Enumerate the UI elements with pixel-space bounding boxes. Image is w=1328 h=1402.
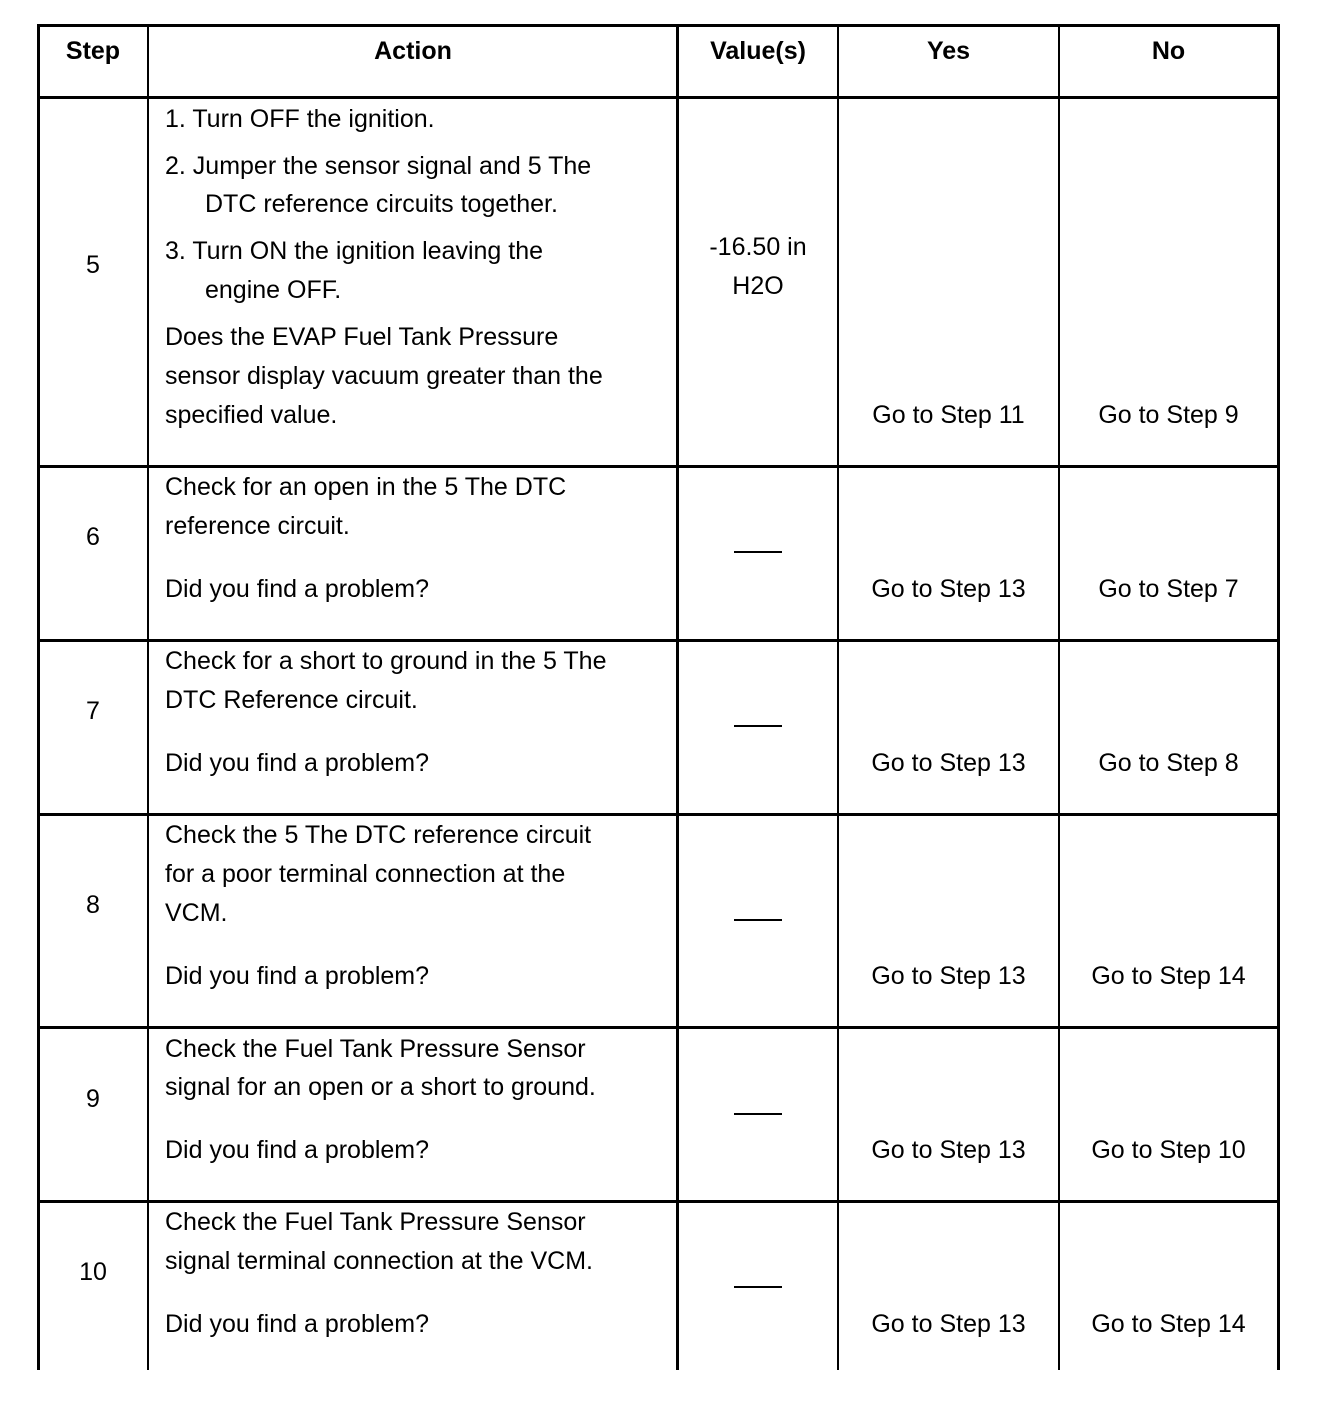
action-line: 3. Turn ON the ignition leaving the xyxy=(165,237,544,265)
yes-target: Go to Step 13 xyxy=(871,749,1026,777)
no-target: Go to Step 10 xyxy=(1091,1136,1246,1164)
value-dash xyxy=(734,919,782,921)
action-line: 1. Turn OFF the ignition. xyxy=(165,105,435,133)
row-divider xyxy=(37,96,1280,99)
action-line: Check for an open in the 5 The DTC xyxy=(165,473,567,501)
step-number: 9 xyxy=(86,1085,100,1113)
action-line: Check the 5 The DTC reference circuit xyxy=(165,821,592,849)
row-divider xyxy=(37,1026,1280,1029)
action-line: reference circuit. xyxy=(165,512,350,540)
step-number: 7 xyxy=(86,697,100,725)
value-dash xyxy=(734,1286,782,1288)
value-dash xyxy=(734,551,782,553)
yes-target: Go to Step 13 xyxy=(871,575,1026,603)
action-line: engine OFF. xyxy=(205,276,342,304)
header-no: No xyxy=(1151,37,1186,65)
step-number: 6 xyxy=(86,523,100,551)
action-line: Check the Fuel Tank Pressure Sensor xyxy=(165,1208,586,1236)
action-line: DTC reference circuits together. xyxy=(205,190,558,218)
action-line: signal for an open or a short to ground. xyxy=(165,1073,596,1101)
action-line: specified value. xyxy=(165,401,338,429)
action-line: for a poor terminal connection at the xyxy=(165,860,566,888)
yes-target: Go to Step 13 xyxy=(871,962,1026,990)
table-border-top xyxy=(37,24,1280,27)
column-divider xyxy=(676,24,679,1370)
header-yes: Yes xyxy=(926,37,971,65)
diagnostic-table xyxy=(37,24,1280,1370)
action-line: 2. Jumper the sensor signal and 5 The xyxy=(165,152,592,180)
step-number: 10 xyxy=(79,1258,107,1286)
action-line: Does the EVAP Fuel Tank Pressure xyxy=(165,323,559,351)
table-border-right xyxy=(1277,24,1280,1370)
step-number: 5 xyxy=(86,251,100,279)
step-number: 8 xyxy=(86,891,100,919)
action-line: Did you find a problem? xyxy=(165,575,430,603)
action-line: Did you find a problem? xyxy=(165,749,430,777)
no-target: Go to Step 14 xyxy=(1091,962,1246,990)
no-target: Go to Step 8 xyxy=(1098,749,1239,777)
no-target: Go to Step 9 xyxy=(1098,401,1239,429)
no-target: Go to Step 14 xyxy=(1091,1310,1246,1338)
yes-target: Go to Step 11 xyxy=(872,401,1025,429)
header-action: Action xyxy=(374,37,452,65)
action-line: Did you find a problem? xyxy=(165,1136,430,1164)
header-step: Step xyxy=(65,37,121,65)
action-line: DTC Reference circuit. xyxy=(165,686,418,714)
yes-target: Go to Step 13 xyxy=(871,1310,1026,1338)
action-line: Check for a short to ground in the 5 The xyxy=(165,647,607,675)
value-text: H2O xyxy=(732,272,784,300)
yes-target: Go to Step 13 xyxy=(871,1136,1026,1164)
action-line: sensor display vacuum greater than the xyxy=(165,362,603,390)
action-line: Check the Fuel Tank Pressure Sensor xyxy=(165,1035,586,1063)
header-values: Value(s) xyxy=(710,37,806,65)
value-text: -16.50 in xyxy=(709,233,807,261)
action-line: VCM. xyxy=(165,899,228,927)
value-dash xyxy=(734,725,782,727)
action-line: Did you find a problem? xyxy=(165,962,430,990)
action-line: Did you find a problem? xyxy=(165,1310,430,1338)
no-target: Go to Step 7 xyxy=(1098,575,1239,603)
value-dash xyxy=(734,1113,782,1115)
action-line: signal terminal connection at the VCM. xyxy=(165,1247,593,1275)
